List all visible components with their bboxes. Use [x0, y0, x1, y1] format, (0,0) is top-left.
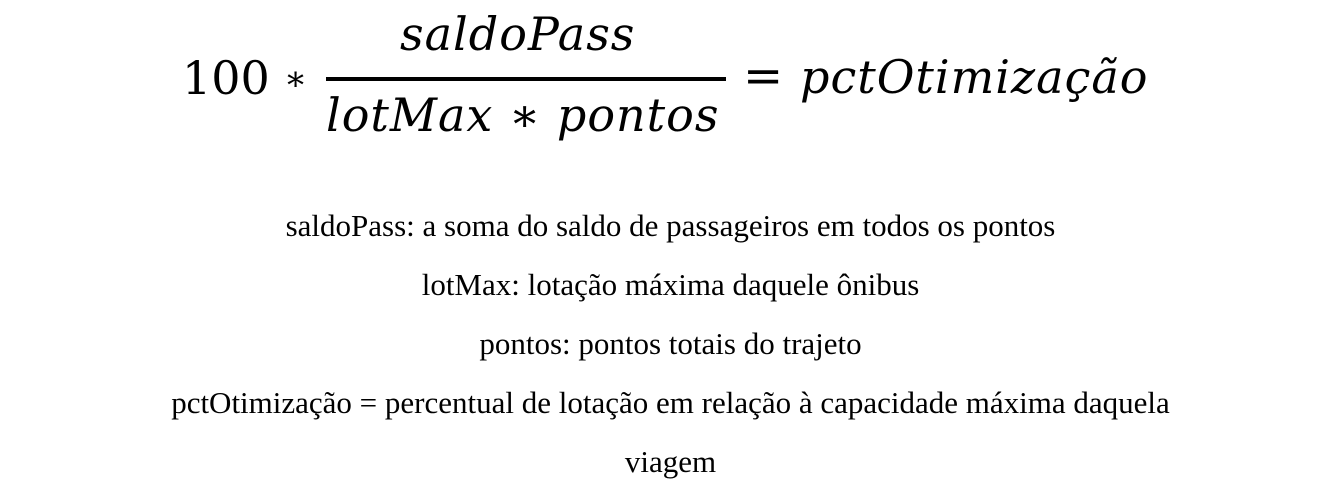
formula-multiply-operator: ∗ — [284, 59, 308, 99]
definition-pctotimizacao-continuation: viagem — [624, 444, 717, 479]
formula-coefficient: 100 — [182, 51, 270, 105]
definitions — [60, 196, 1281, 491]
formula-equals: = — [743, 48, 784, 104]
formula-numerator: saldoPass — [400, 7, 636, 61]
definition-saldopass: saldoPass: a soma do saldo de passageiros em todos os pontos — [285, 208, 1056, 243]
formula — [0, 0, 1321, 160]
fraction-bar — [326, 77, 726, 81]
formula-denominator: lotMax ∗ pontos — [326, 88, 720, 142]
definition-pontos: pontos: pontos totais do trajeto — [479, 326, 862, 361]
definition-pctotimizacao: pctOtimização = percentual de lotação em relação à capacidade máxima daquela — [171, 385, 1170, 420]
formula-result: pctOtimização — [800, 50, 1149, 104]
definition-lotmax: lotMax: lotação máxima daquele ônibus — [421, 267, 920, 302]
